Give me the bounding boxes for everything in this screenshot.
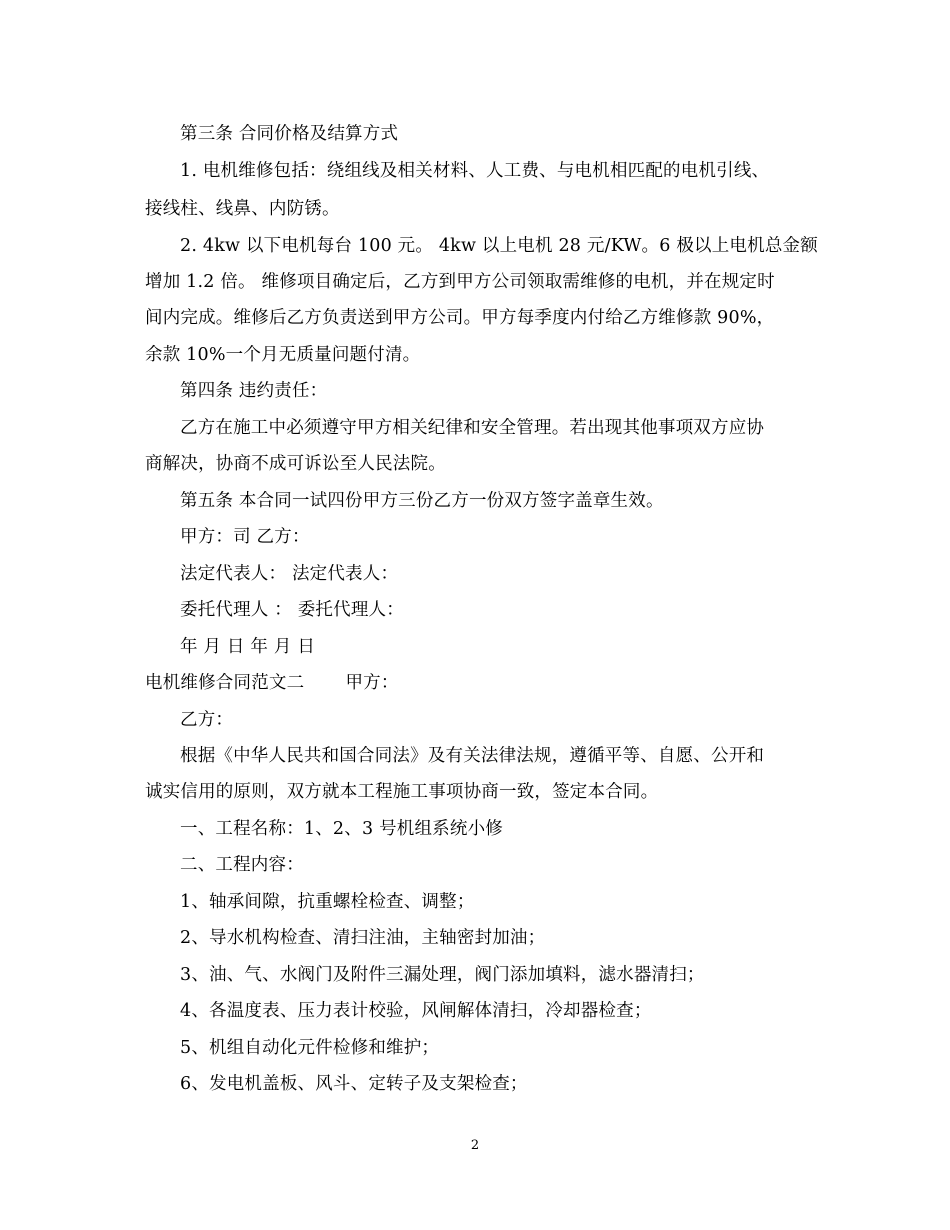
list-item: 5、机组自动化元件检修和维护； (180, 1038, 440, 1058)
page-number: 2 (470, 1138, 480, 1153)
party-b-label: 乙方： (180, 710, 234, 730)
article-4-heading: 第四条 违约责任： (180, 381, 328, 401)
list-item: 4、各温度表、压力表计校验，风闸解体清扫，冷却器检查； (180, 1001, 652, 1021)
paragraph-line: 接线柱、线鼻、内防锈。 (145, 199, 340, 219)
signature-agents: 委托代理人 ： 委托代理人： (180, 600, 404, 620)
article-3-heading: 第三条 合同价格及结算方式 (180, 124, 399, 144)
contract-two-title: 电机维修合同范文二 甲方： (145, 673, 399, 693)
list-item: 1、轴承间隙，抗重螺栓检查、调整； (180, 892, 475, 912)
paragraph-line: 余款 10%一个月无质量问题付清。 (145, 345, 421, 365)
paragraph-line: 2. 4kw 以下电机每台 100 元。 4kw 以上电机 28 元/KW。6 极以上电机总金额 (180, 236, 818, 256)
paragraph-line: 根据《中华人民共和国合同法》及有关法律法规，遵循平等、自愿、公开和 (180, 746, 765, 766)
list-item: 6、发电机盖板、风斗、定转子及支架检查； (180, 1074, 528, 1094)
signature-legal-representatives: 法定代表人： 法定代表人： (180, 564, 399, 584)
project-name: 一、工程名称：1、2、3 号机组系统小修 (180, 819, 503, 839)
paragraph-line: 增加 1.2 倍。 维修项目确定后，乙方到甲方公司领取需维修的电机，并在规定时 (145, 272, 775, 292)
paragraph-line: 间内完成。维修后乙方负责送到甲方公司。甲方每季度内付给乙方维修款 90%， (145, 308, 775, 328)
paragraph-line: 诚实信用的原则，双方就本工程施工事项协商一致，签定本合同。 (145, 782, 659, 802)
signature-parties: 甲方：司 乙方： (180, 527, 310, 547)
paragraph-line: 1. 电机维修包括：绕组线及相关材料、人工费、与电机相匹配的电机引线、 (180, 161, 770, 181)
list-item: 3、油、气、水阀门及附件三漏处理，阀门添加填料，滤水器清扫； (180, 965, 705, 985)
paragraph-line: 商解决，协商不成可诉讼至人民法院。 (145, 454, 446, 474)
signature-dates: 年 月 日 年 月 日 (180, 637, 316, 657)
article-5-heading: 第五条 本合同一试四份甲方三份乙方一份双方签字盖章生效。 (180, 491, 664, 511)
project-content-heading: 二、工程内容： (180, 855, 304, 875)
list-item: 2、导水机构检查、清扫注油，主轴密封加油； (180, 928, 546, 948)
paragraph-line: 乙方在施工中必须遵守甲方相关纪律和安全管理。若出现其他事项双方应协 (180, 418, 765, 438)
